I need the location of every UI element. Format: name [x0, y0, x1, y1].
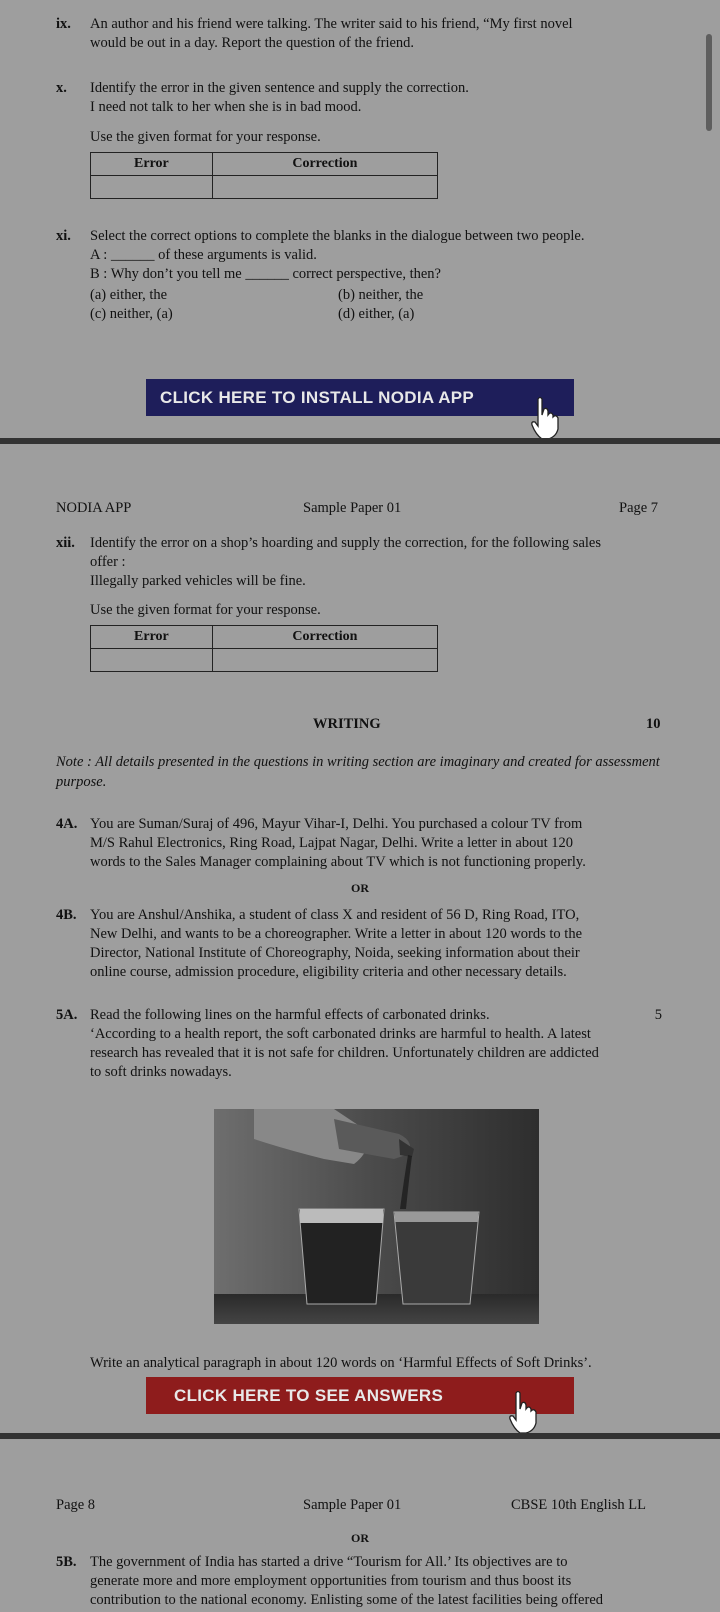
- question-text: online course, admission procedure, eligibility criteria and other necessary details.: [90, 964, 567, 980]
- option-a: (a) either, the: [90, 287, 168, 303]
- passage-text: research has revealed that it is not safe for children. Unfortunately children are addicted: [90, 1045, 599, 1061]
- question-sentence: I need not talk to her when she is in bad mood.: [90, 99, 362, 115]
- dialogue-line-a: A : ______ of these arguments is valid.: [90, 247, 317, 263]
- or-separator: OR: [351, 881, 369, 895]
- question-number: xii.: [56, 535, 75, 551]
- section-marks: 10: [646, 716, 661, 732]
- table-cell: [212, 649, 437, 672]
- option-c: (c) neither, (a): [90, 306, 173, 322]
- table-cell: [212, 176, 437, 199]
- question-xi: [56, 227, 664, 284]
- format-text: Use the given format for your response.: [90, 129, 321, 145]
- soft-drinks-photo: [214, 1109, 539, 1324]
- question-text: generate more and more employment opportunities from tourism and thus boost its: [90, 1573, 572, 1589]
- question-xii: [56, 534, 664, 572]
- question-5b: [56, 1553, 664, 1610]
- question-ix: [56, 15, 664, 53]
- install-app-button[interactable]: [146, 379, 574, 416]
- header-center: Sample Paper 01: [303, 1497, 402, 1513]
- or-separator: OR: [351, 1531, 369, 1545]
- question-4a: [56, 815, 664, 872]
- option-d: (d) either, (a): [338, 306, 415, 322]
- page-divider: [0, 1433, 720, 1439]
- question-5a: [56, 1006, 664, 1082]
- question-x: [56, 79, 664, 117]
- question-text: Director, National Institute of Choreography, Noida, seeking information about their: [90, 945, 580, 961]
- question-text: contribution to the national economy. Enlisting some of the latest facilities being offered: [90, 1592, 604, 1608]
- header-left: NODIA APP: [56, 500, 132, 516]
- passage-text: ‘According to a health report, the soft carbonated drinks are harmful to health. A latest: [90, 1026, 591, 1042]
- format-instruction: [56, 601, 664, 620]
- question-number: 4B.: [56, 907, 77, 923]
- question-text: words to the Sales Manager complaining about TV which is not functioning properly.: [90, 854, 586, 870]
- hoarding-sentence: [56, 572, 664, 591]
- table-cell: [91, 649, 213, 672]
- question-sentence: Illegally parked vehicles will be fine.: [90, 573, 306, 589]
- column-header-error: Error: [91, 153, 213, 176]
- question-text: You are Suman/Suraj of 496, Mayur Vihar-I, Delhi. You purchased a colour TV from: [90, 816, 583, 832]
- header-center: Sample Paper 01: [303, 500, 402, 516]
- pointing-hand-icon: [504, 1389, 544, 1435]
- format-instruction: [56, 128, 664, 147]
- question-text: You are Anshul/Anshika, a student of class X and resident of 56 D, Ring Road, ITO,: [90, 907, 580, 923]
- install-app-label: CLICK HERE TO INSTALL NODIA APP: [160, 387, 475, 407]
- task-text: Write an analytical paragraph in about 120 words on ‘Harmful Effects of Soft Drinks’.: [90, 1355, 592, 1371]
- column-header-correction: Correction: [212, 626, 437, 649]
- section-title: WRITING: [313, 716, 381, 732]
- writing-task: [56, 1354, 664, 1373]
- question-number: x.: [56, 80, 67, 96]
- question-4b: [56, 906, 664, 982]
- column-header-correction: Correction: [212, 153, 437, 176]
- column-header-error: Error: [91, 626, 213, 649]
- header-right: CBSE 10th English LL: [511, 1497, 646, 1513]
- question-number: 5B.: [56, 1554, 77, 1570]
- passage-text: to soft drinks nowadays.: [90, 1064, 232, 1080]
- option-b: (b) neither, the: [338, 287, 424, 303]
- pointing-hand-icon: [526, 395, 566, 441]
- header-page-number: Page 7: [619, 500, 659, 516]
- question-text: offer :: [90, 554, 126, 570]
- error-correction-table: [90, 152, 438, 199]
- section-note: Note : All details presented in the questions in writing section are imaginary and created for assessment purpose.: [56, 754, 660, 790]
- question-text: Select the correct options to complete the blanks in the dialogue between two people.: [90, 228, 585, 244]
- question-marks: 5: [654, 1007, 662, 1023]
- question-text: Read the following lines on the harmful effects of carbonated drinks.: [90, 1007, 490, 1023]
- dialogue-line-b: B : Why don’t you tell me ______ correct perspective, then?: [90, 266, 441, 282]
- question-text: Identify the error in the given sentence and supply the correction.: [90, 80, 469, 96]
- question-number: 5A.: [56, 1007, 78, 1023]
- question-number: 4A.: [56, 816, 78, 832]
- table-cell: [91, 176, 213, 199]
- question-text: The government of India has started a drive “Tourism for All.’ Its objectives are to: [90, 1554, 568, 1570]
- scrollbar-thumb[interactable]: [706, 34, 712, 131]
- format-text: Use the given format for your response.: [90, 602, 321, 618]
- question-text: Identify the error on a shop’s hoarding and supply the correction, for the following sales: [90, 535, 601, 551]
- question-number: ix.: [56, 16, 71, 32]
- header-page-number: Page 8: [56, 1497, 96, 1513]
- question-text: New Delhi, and wants to be a choreographer. Write a letter in about 120 words to the: [90, 926, 583, 942]
- question-number: xi.: [56, 228, 71, 244]
- page-divider: [0, 438, 720, 444]
- question-text: would be out in a day. Report the question of the friend.: [90, 35, 415, 51]
- question-text: M/S Rahul Electronics, Ring Road, Lajpat Nagar, Delhi. Write a letter in about 120: [90, 835, 573, 851]
- error-correction-table: [90, 625, 438, 672]
- see-answers-label: CLICK HERE TO SEE ANSWERS: [174, 1385, 444, 1405]
- question-text: An author and his friend were talking. The writer said to his friend, “My first novel: [90, 16, 573, 32]
